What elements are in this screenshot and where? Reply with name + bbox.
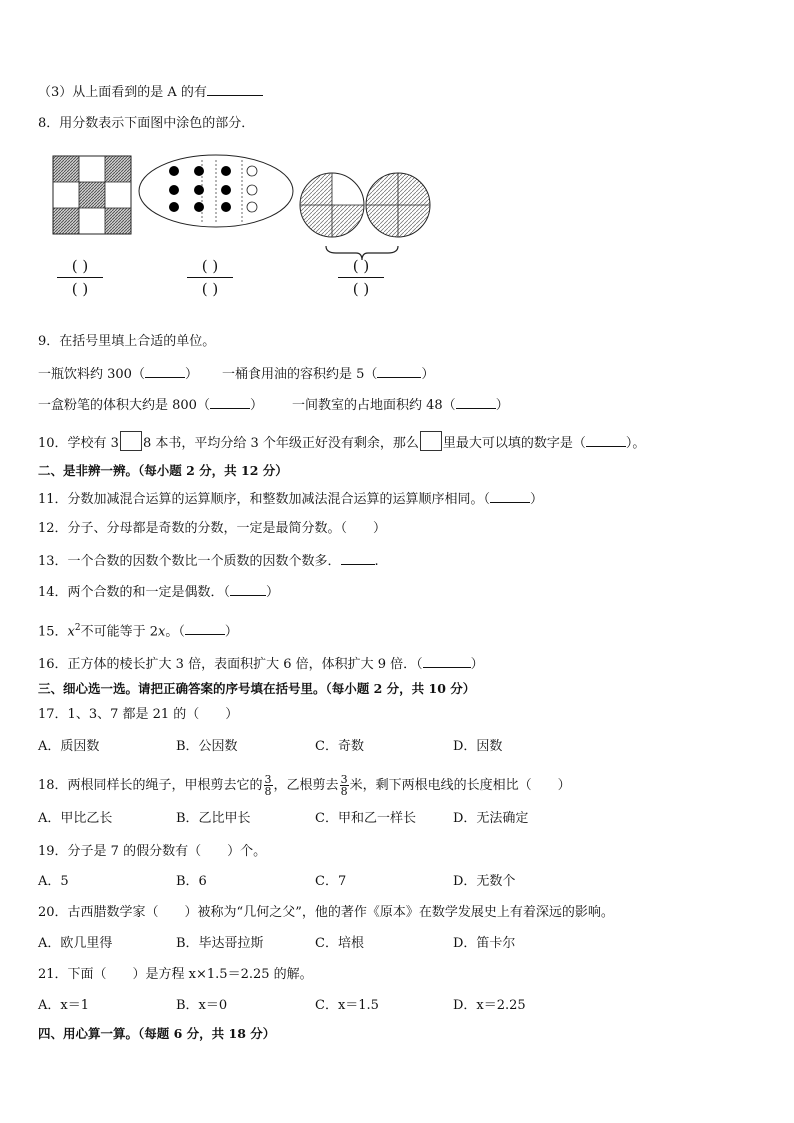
q9-row1b: 一桶食用油的容积约是 5（ ） — [222, 364, 434, 384]
section-2-title: 二、是非辨一辨。（每小题 2 分，共 12 分） — [38, 463, 288, 478]
q21: 21．下面（ ）是方程 x×1.5＝2.25 的解。 — [38, 967, 313, 982]
q17: 17．1、3、7 都是 21 的（ ） — [38, 707, 239, 722]
q19-option-b[interactable]: B．6 — [176, 874, 207, 889]
q13: 13．一个合数的因数个数比一个质数的因数个数多． . — [38, 551, 379, 571]
q18: 18．两根同样长的绳子，甲根剪去它的 $\frac{3}{8}$ ，乙根剪去 $\frac{3}{8}$ 米，剩下两根电线的长度相比（ ） — [38, 773, 571, 798]
digit-box[interactable] — [120, 431, 142, 451]
q20-option-c[interactable]: C．培根 — [315, 936, 364, 951]
q17-option-d[interactable]: D．因数 — [453, 739, 503, 754]
q8-title: 8．用分数表示下面图中涂色的部分． — [38, 116, 255, 131]
q21-option-a[interactable]: A．x＝1 — [38, 998, 89, 1013]
q19-option-a[interactable]: A．5 — [38, 874, 69, 889]
q19-option-d[interactable]: D．无数个 — [453, 874, 516, 889]
q17-option-b[interactable]: B．公因数 — [176, 739, 238, 754]
q10: 10．学校有 3 8 本书，平均分给 3 个年级正好没有剩余，那么 里最大可以填的数字是（ ）。 — [38, 431, 645, 453]
answer-blank[interactable] — [185, 621, 225, 635]
answer-blank[interactable] — [207, 82, 263, 96]
q11: 11．分数加减混合运算的运算顺序，和整数加减法混合运算的运算顺序相同。（ ） — [38, 489, 543, 509]
q14: 14．两个合数的和一定是偶数．（ ） — [38, 582, 279, 602]
fraction: $\frac{3}{8}$ — [340, 773, 348, 798]
q7-part3 — [38, 82, 263, 102]
q9-row2: 一盒粉笔的体积大约是 800（ ） — [38, 395, 263, 415]
answer-blank[interactable] — [210, 395, 250, 409]
q17-option-a[interactable]: A．质因数 — [38, 739, 100, 754]
q9-row1: 一瓶饮料约 300（ ） — [38, 364, 198, 384]
circles-figure — [300, 173, 430, 237]
answer-blank[interactable] — [490, 489, 530, 503]
q7-part3-text: （3）从上面看到的是 A 的有 — [38, 85, 207, 100]
q19-option-c[interactable]: C．7 — [315, 874, 347, 889]
q21-option-b[interactable]: B．x＝0 — [176, 998, 228, 1013]
q20-option-b[interactable]: B．毕达哥拉斯 — [176, 936, 264, 951]
q9-row2b: 一间教室的占地面积约 48（ ） — [292, 395, 509, 415]
section-4-title: 四、用心算一算。（每题 6 分，共 18 分） — [38, 1026, 276, 1041]
answer-blank[interactable] — [341, 551, 375, 565]
q8-figures — [40, 148, 460, 248]
answer-blank[interactable] — [456, 395, 496, 409]
answer-blank[interactable] — [423, 654, 471, 668]
q21-option-c[interactable]: C．x＝1.5 — [315, 998, 379, 1013]
q18-option-b[interactable]: B．乙比甲长 — [176, 811, 251, 826]
q8-answer-3[interactable]: ( ) ( ) — [336, 258, 386, 297]
q8-answer-2[interactable]: ( ) ( ) — [185, 258, 235, 297]
q15: 15．$x^2$不可能等于 2x。（ ） — [38, 623, 238, 640]
q9-title: 9．在括号里填上合适的单位。 — [38, 334, 216, 349]
q19: 19．分子是 7 的假分数有（ ）个。 — [38, 844, 267, 859]
answer-blank[interactable] — [586, 433, 626, 447]
q8-answer-1[interactable]: ( ) ( ) — [55, 258, 105, 297]
answer-blank[interactable] — [145, 364, 185, 378]
section-3-title: 三、细心选一选。请把正确答案的序号填在括号里。（每小题 2 分，共 10 分） — [38, 681, 476, 696]
q20-option-a[interactable]: A．欧几里得 — [38, 936, 113, 951]
q16: 16．正方体的棱长扩大 3 倍，表面积扩大 6 倍，体积扩大 9 倍．（ ） — [38, 654, 484, 674]
q20: 20．古西腊数学家（ ）被称为“几何之父”，他的著作《原本》在数学发展史上有着深远的影响。 — [38, 905, 614, 920]
q17-option-c[interactable]: C．奇数 — [315, 739, 364, 754]
q18-option-a[interactable]: A．甲比乙长 — [38, 811, 113, 826]
ellipse-dots-figure — [139, 155, 293, 227]
answer-blank[interactable] — [377, 364, 421, 378]
q18-option-d[interactable]: D．无法确定 — [453, 811, 529, 826]
grid-figure — [53, 156, 131, 234]
q12: 12．分子、分母都是奇数的分数，一定是最简分数。（ ） — [38, 521, 387, 536]
digit-box[interactable] — [420, 431, 442, 451]
fraction: $\frac{3}{8}$ — [264, 773, 272, 798]
q21-option-d[interactable]: D．x＝2.25 — [453, 998, 526, 1013]
answer-blank[interactable] — [230, 582, 266, 596]
q20-option-d[interactable]: D．笛卡尔 — [453, 936, 516, 951]
q18-option-c[interactable]: C．甲和乙一样长 — [315, 811, 416, 826]
